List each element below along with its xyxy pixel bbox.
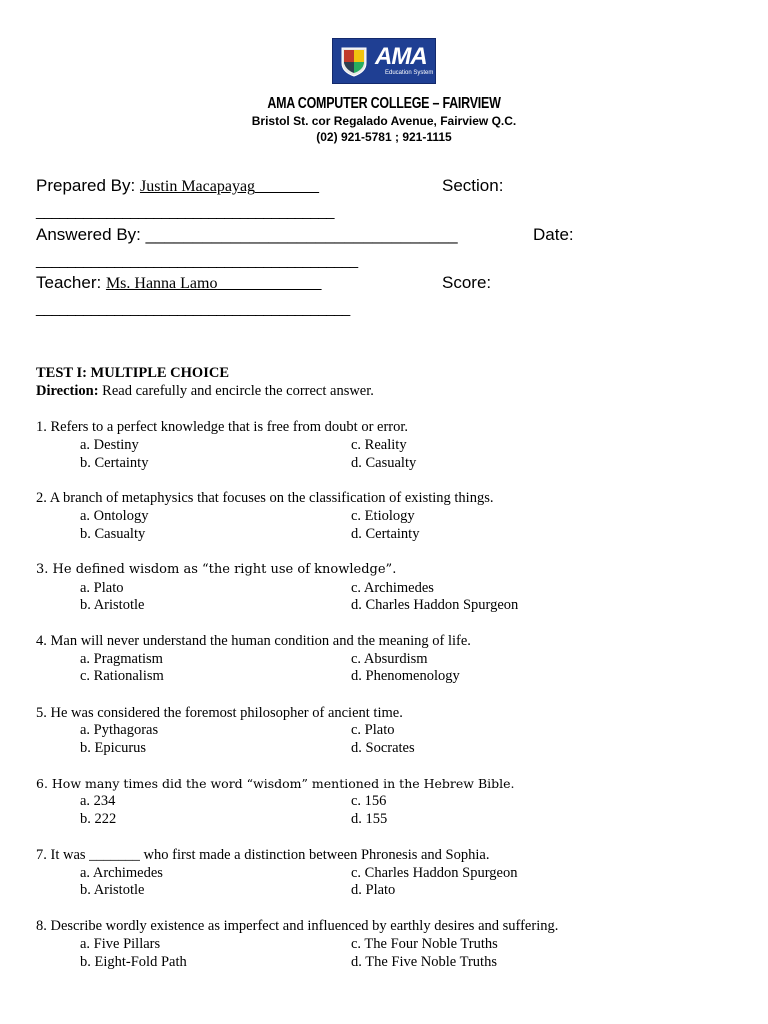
question-text: 1. Refers to a perfect knowledge that is free from doubt or error. [36,419,409,435]
choice-c[interactable]: c. Reality [351,437,407,453]
address: Bristol St. cor Regalado Avenue, Fairview Q.C. [251,114,517,128]
choice-a[interactable]: a. Plato [80,580,124,596]
score-label: Score: [442,273,492,292]
choice-b[interactable]: c. Rationalism [80,668,164,684]
question-text: 4. Man will never understand the human condition and the meaning of life. [36,633,471,649]
choice-d[interactable]: d. The Five Noble Truths [351,954,497,970]
question-text: 3. He defined wisdom as “the right use of knowledge”. [36,562,397,577]
choice-b[interactable]: b. Casualty [80,526,146,542]
choice-a[interactable]: a. Pragmatism [80,651,163,667]
question-text: 2. A branch of metaphysics that focuses on the classification of existing things. [36,490,494,506]
choice-a[interactable]: a. Archimedes [80,865,163,881]
answered-by-field [36,225,458,245]
choice-b[interactable]: b. 222 [80,811,117,827]
teacher-blank: _____________ [217,275,322,292]
choice-b[interactable]: b. Epicurus [80,740,147,756]
choice-d[interactable]: d. Certainty [351,526,420,542]
choice-d[interactable]: d. Charles Haddon Spurgeon [351,597,519,613]
prepared-by-value: Justin Macapayag [139,178,256,195]
blank-line-3: ________________________________________ [36,300,350,317]
teacher-field [36,273,321,293]
question-text: 6. How many times did the word “wisdom” mentioned in the Hebrew Bible. [36,776,515,791]
choice-c[interactable]: c. Absurdism [351,651,428,667]
prepared-by-blank: ________ [255,178,320,195]
choice-b[interactable]: b. Aristotle [80,597,145,613]
blank-line-1: ______________________________________ [36,203,335,220]
choice-d[interactable]: d. 155 [351,811,388,827]
choice-a[interactable]: a. Destiny [80,437,139,453]
direction-text: Read carefully and encircle the correct answer. [98,383,374,399]
choice-b[interactable]: b. Certainty [80,455,149,471]
test-title: TEST I: MULTIPLE CHOICE [36,365,229,381]
choice-d[interactable]: d. Plato [351,882,396,898]
choice-c[interactable]: c. Plato [351,722,395,738]
question-text: 5. He was considered the foremost philosopher of ancient time. [36,705,403,721]
question-text: 7. It was _______ who first made a distinction between Phronesis and Sophia. [36,847,490,863]
choice-c[interactable]: c. Charles Haddon Spurgeon [351,865,518,881]
choice-d[interactable]: d. Socrates [351,740,415,756]
answered-by-blank: _________________________________ [145,225,458,244]
teacher-value: Ms. Hanna Lamo [105,275,218,292]
choice-a[interactable]: a. Ontology [80,508,149,524]
choice-c[interactable]: c. Archimedes [351,580,434,596]
school-logo [332,38,436,84]
choice-c[interactable]: c. Etiology [351,508,415,524]
choice-a[interactable]: a. Five Pillars [80,936,161,952]
choice-c[interactable]: c. 156 [351,793,387,809]
direction-label: Direction: [36,383,99,399]
choice-b[interactable]: b. Eight-Fold Path [80,954,187,970]
question-text: 8. Describe wordly existence as imperfect and influenced by earthly desires and suffering. [36,918,559,934]
choice-d[interactable]: d. Phenomenology [351,668,460,684]
answered-by-label: Answered By: [36,225,141,244]
section-label: Section: [442,176,504,195]
logo-subtext: Education System [385,70,434,76]
choice-c[interactable]: c. The Four Noble Truths [351,936,498,952]
phone: (02) 921-5781 ; 921-1115 [316,130,452,144]
choice-a[interactable]: a. 234 [80,793,116,809]
prepared-by-field [36,176,319,196]
shield-icon [339,45,369,77]
logo-text: AMA [375,43,427,70]
college-name: AMA COMPUTER COLLEGE – FAIRVIEW [267,95,501,112]
test-direction [36,383,374,400]
teacher-label: Teacher: [36,273,102,292]
choice-d[interactable]: d. Casualty [351,455,417,471]
choice-b[interactable]: b. Aristotle [80,882,145,898]
prepared-by-label: Prepared By: [36,176,136,195]
date-label: Date: [533,225,574,244]
choice-a[interactable]: a. Pythagoras [80,722,159,738]
blank-line-2: _________________________________________ [36,252,358,269]
